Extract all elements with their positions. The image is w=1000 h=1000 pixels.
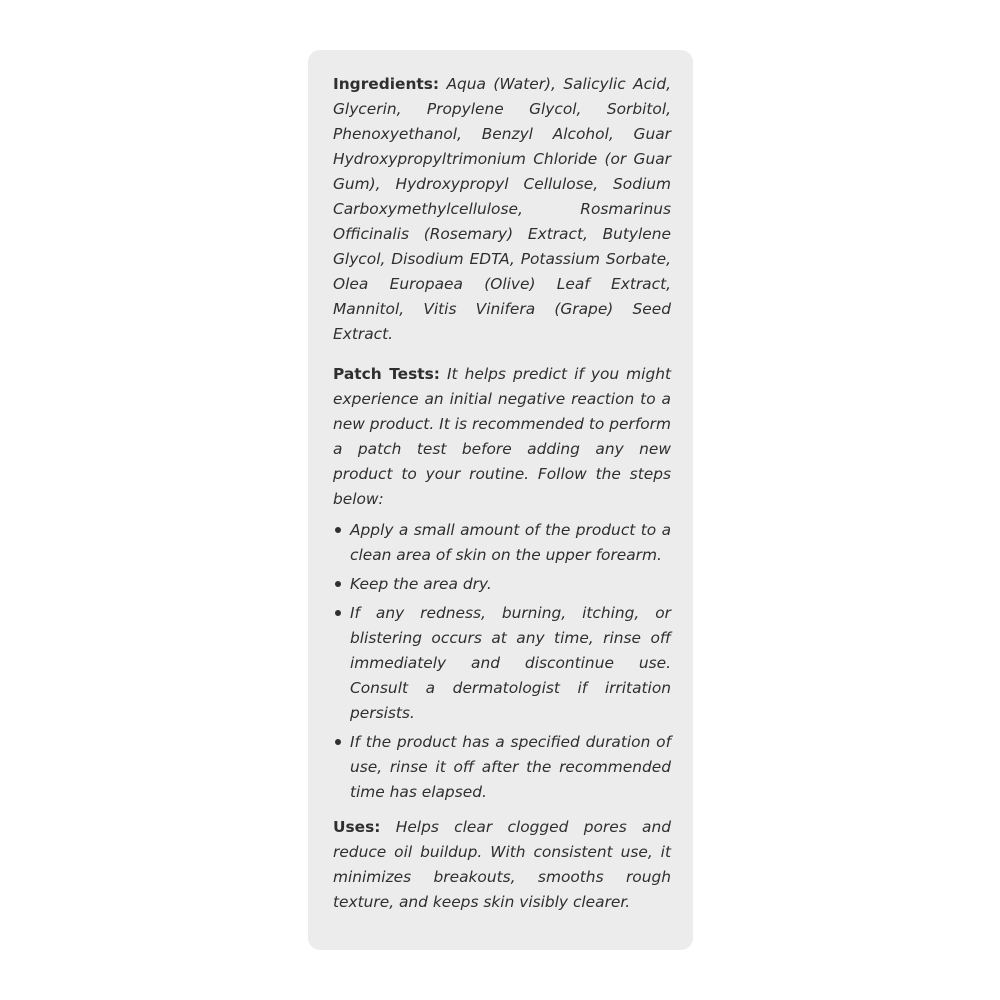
step-text: If any redness, burning, itching, or blistering occurs at any time, rinse off immediately and discontinue use. Consult a dermatologist if irritation persists. — [350, 604, 671, 722]
ingredients-section — [333, 72, 671, 347]
list-item — [333, 601, 671, 726]
product-label-card — [308, 50, 693, 950]
bullet-icon — [335, 610, 341, 616]
list-item — [333, 518, 671, 568]
bullet-icon — [335, 581, 341, 587]
list-item — [333, 730, 671, 805]
uses-section — [333, 815, 671, 915]
step-text: If the product has a specified duration of use, rinse it off after the recommended time has elapsed. — [350, 733, 671, 801]
step-text: Apply a small amount of the product to a clean area of skin on the upper forearm. — [350, 521, 671, 564]
bullet-icon — [335, 527, 341, 533]
ingredients-label: Ingredients: — [333, 75, 440, 93]
bullet-icon — [335, 739, 341, 745]
patch-tests-label: Patch Tests: — [333, 365, 440, 383]
step-text: Keep the area dry. — [350, 575, 492, 593]
patch-tests-text: It helps predict if you might experience an initial negative reaction to a new product. It is recommended to perform a patch test before adding any new product to your routine. Follow the steps below: — [333, 365, 671, 508]
patch-test-steps — [333, 518, 671, 805]
ingredients-text: Aqua (Water), Salicylic Acid, Glycerin, Propylene Glycol, Sorbitol, Phenoxyethanol, Benzyl Alcohol, Guar Hydroxypropyltrimonium Chloride (or Guar Gum), Hydroxypropyl Cellulose, Sodium Carboxymethylcellulose, Rosmarinus Officinalis (Rosemary) Extract, Butylene Glycol, Disodium EDTA, Potassium Sorbate, Olea Europaea (Olive) Leaf Extract, Mannitol, Vitis Vinifera (Grape) Seed Extract. — [333, 75, 671, 343]
patch-tests-section — [333, 362, 671, 512]
uses-text: Helps clear clogged pores and reduce oil buildup. With consistent use, it minimizes breakouts, smooths rough texture, and keeps skin visibly clearer. — [333, 818, 671, 911]
uses-label: Uses: — [333, 818, 381, 836]
list-item — [333, 572, 671, 597]
